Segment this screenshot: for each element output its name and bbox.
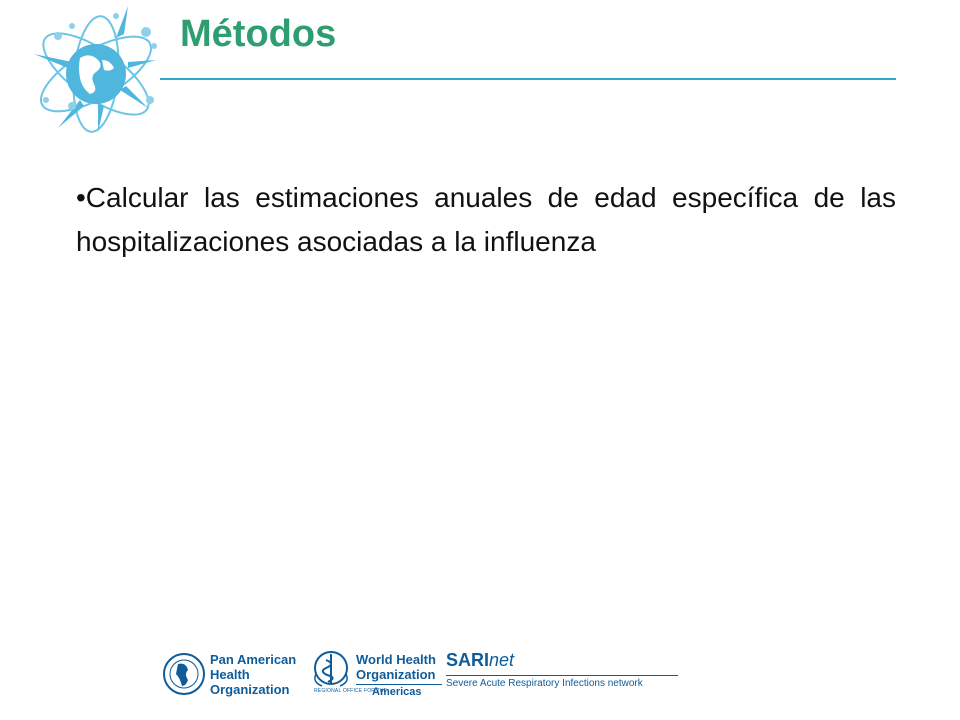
footer-logos xyxy=(162,646,672,706)
who-divider xyxy=(356,684,442,685)
who-regional-label: REGIONAL OFFICE FOR THE xyxy=(314,688,388,694)
title-divider xyxy=(160,78,896,80)
who-americas-label: Americas xyxy=(372,686,422,698)
sarinet-name xyxy=(446,650,514,671)
paho-seal-icon xyxy=(162,650,206,698)
sari-text: SARI xyxy=(446,650,490,670)
bullet-text: •Calcular las estimaciones anuales de edad específica de las hospitalizaciones asociadas a la influenza xyxy=(76,182,896,257)
who-emblem-icon xyxy=(310,650,352,690)
net-text: net xyxy=(489,650,515,670)
who-name: World Health Organization xyxy=(356,652,436,682)
sarinet-divider xyxy=(446,675,678,676)
page-title: Métodos xyxy=(180,13,337,55)
paho-name: Pan American Health Organization xyxy=(210,652,297,697)
globe-orbit-emblem-icon xyxy=(28,2,168,138)
sarinet-tagline: Severe Acute Respiratory Infections network xyxy=(446,678,643,689)
